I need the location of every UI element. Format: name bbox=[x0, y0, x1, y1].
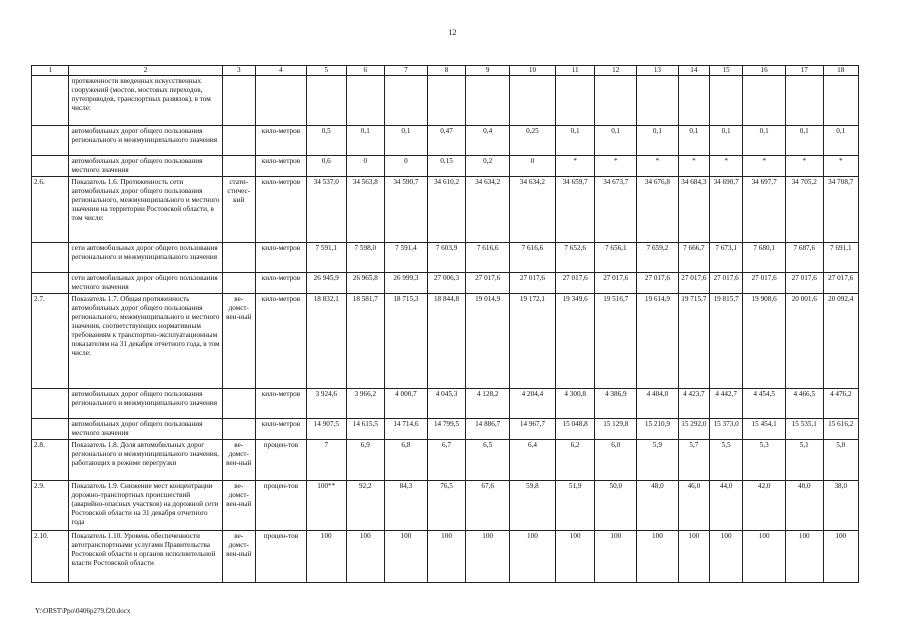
column-header: 4 bbox=[255, 66, 306, 76]
value-cell: 84,3 bbox=[385, 481, 428, 531]
indicator-text: Показатель 1.8. Доля автомобильных дорог регионального и межмуниципального значения, работающих в режиме перегрузки bbox=[69, 440, 222, 481]
value-cell: 0,4 bbox=[466, 126, 510, 156]
value-cell: 4 466,5 bbox=[786, 389, 823, 419]
value-cell: 4 454,5 bbox=[743, 389, 786, 419]
value-cell: 34 697,7 bbox=[743, 177, 786, 243]
table-row bbox=[32, 76, 859, 126]
value-cell: 7 659,2 bbox=[637, 243, 679, 273]
value-cell: 14 886,7 bbox=[466, 419, 510, 440]
value-cell: 100 bbox=[595, 531, 637, 583]
value-cell: 34 676,8 bbox=[637, 177, 679, 243]
value-cell: 0,47 bbox=[427, 126, 466, 156]
value-cell: 0,1 bbox=[637, 126, 679, 156]
value-cell: 46,0 bbox=[678, 481, 709, 531]
value-cell: 19 715,7 bbox=[678, 294, 709, 389]
value-cell: 0,1 bbox=[595, 126, 637, 156]
column-header: 7 bbox=[385, 66, 428, 76]
unit: процен-тов bbox=[255, 481, 306, 531]
unit: кило-метров bbox=[255, 177, 306, 243]
value-cell: 34 563,8 bbox=[346, 177, 385, 243]
source-type: стати-стичес-кий bbox=[222, 177, 255, 243]
source-type bbox=[222, 126, 255, 156]
indicator-text: автомобильных дорог общего пользования регионального и межмуниципального значения bbox=[69, 126, 222, 156]
row-number: 2.6. bbox=[32, 177, 69, 243]
value-cell: 6,9 bbox=[346, 440, 385, 481]
column-header: 11 bbox=[555, 66, 595, 76]
value-cell: 6,7 bbox=[427, 440, 466, 481]
document-path: Y:\ORST\Ppo\0406p279.f20.docx bbox=[35, 607, 131, 615]
value-cell: 0,2 bbox=[466, 156, 510, 177]
value-cell: 50,0 bbox=[595, 481, 637, 531]
value-cell: 7 591,1 bbox=[306, 243, 346, 273]
value-cell: 4 386,9 bbox=[595, 389, 637, 419]
value-cell: 14 714,6 bbox=[385, 419, 428, 440]
value-cell bbox=[743, 76, 786, 126]
value-cell: 14 799,5 bbox=[427, 419, 466, 440]
value-cell: 14 967,7 bbox=[510, 419, 556, 440]
table-row bbox=[32, 177, 859, 243]
value-cell: 26 945,9 bbox=[306, 273, 346, 294]
source-type bbox=[222, 389, 255, 419]
value-cell: 20 092,4 bbox=[823, 294, 859, 389]
value-cell: 26 965,8 bbox=[346, 273, 385, 294]
value-cell: 100 bbox=[743, 531, 786, 583]
value-cell: * bbox=[709, 156, 742, 177]
value-cell: 7 656,1 bbox=[595, 243, 637, 273]
value-cell: 0,6 bbox=[306, 156, 346, 177]
value-cell: 15 129,8 bbox=[595, 419, 637, 440]
value-cell: 4 300,8 bbox=[555, 389, 595, 419]
value-cell: 4 045,3 bbox=[427, 389, 466, 419]
column-header: 14 bbox=[678, 66, 709, 76]
column-header: 9 bbox=[466, 66, 510, 76]
value-cell: 5,0 bbox=[823, 440, 859, 481]
value-cell: 4 476,2 bbox=[823, 389, 859, 419]
value-cell: 92,2 bbox=[346, 481, 385, 531]
column-header: 2 bbox=[69, 66, 222, 76]
value-cell bbox=[786, 76, 823, 126]
indicator-text: автомобильных дорог общего пользования местного значения bbox=[69, 419, 222, 440]
value-cell bbox=[555, 76, 595, 126]
value-cell: 7 591,4 bbox=[385, 243, 428, 273]
value-cell: 6,8 bbox=[385, 440, 428, 481]
value-cell: 34 708,7 bbox=[823, 177, 859, 243]
row-number: 2.7. bbox=[32, 294, 69, 389]
value-cell: 0 bbox=[510, 156, 556, 177]
value-cell: 7 603,9 bbox=[427, 243, 466, 273]
value-cell bbox=[637, 76, 679, 126]
value-cell: 34 673,7 bbox=[595, 177, 637, 243]
row-number bbox=[32, 273, 69, 294]
value-cell: 5,1 bbox=[786, 440, 823, 481]
value-cell: 15 535,1 bbox=[786, 419, 823, 440]
value-cell: 4 442,7 bbox=[709, 389, 742, 419]
value-cell: 27 006,3 bbox=[427, 273, 466, 294]
value-cell: 100** bbox=[306, 481, 346, 531]
value-cell: 42,0 bbox=[743, 481, 786, 531]
value-cell: 27 017,6 bbox=[786, 273, 823, 294]
column-header: 17 bbox=[786, 66, 823, 76]
value-cell: 0,25 bbox=[510, 126, 556, 156]
value-cell: 7 673,1 bbox=[709, 243, 742, 273]
value-cell: 15 454,1 bbox=[743, 419, 786, 440]
unit: кило-метров bbox=[255, 126, 306, 156]
value-cell bbox=[346, 76, 385, 126]
column-header: 8 bbox=[427, 66, 466, 76]
value-cell: 100 bbox=[510, 531, 556, 583]
row-number bbox=[32, 419, 69, 440]
value-cell: 0,1 bbox=[786, 126, 823, 156]
column-header: 18 bbox=[823, 66, 859, 76]
value-cell: 15 616,2 bbox=[823, 419, 859, 440]
value-cell: 6,0 bbox=[595, 440, 637, 481]
value-cell: 7 652,6 bbox=[555, 243, 595, 273]
indicator-text: протяженности введенных искусственных сооружений (мостов, мостовых переходов, путепроводов, транспортных развязок), в том числе: bbox=[69, 76, 222, 126]
value-cell: 34 705,2 bbox=[786, 177, 823, 243]
unit: кило-метров bbox=[255, 243, 306, 273]
unit: кило-метров bbox=[255, 156, 306, 177]
source-type bbox=[222, 156, 255, 177]
value-cell: 100 bbox=[823, 531, 859, 583]
value-cell: 7 616,6 bbox=[466, 243, 510, 273]
value-cell bbox=[385, 76, 428, 126]
value-cell: 6,2 bbox=[555, 440, 595, 481]
value-cell: 34 610,2 bbox=[427, 177, 466, 243]
value-cell: 34 634,2 bbox=[510, 177, 556, 243]
row-number: 2.8. bbox=[32, 440, 69, 481]
header-row bbox=[32, 66, 859, 76]
value-cell: 100 bbox=[306, 531, 346, 583]
indicator-text: сети автомобильных дорог общего пользования регионального и межмуниципального значения bbox=[69, 243, 222, 273]
value-cell: * bbox=[595, 156, 637, 177]
table-row bbox=[32, 273, 859, 294]
unit: кило-метров bbox=[255, 419, 306, 440]
value-cell: * bbox=[823, 156, 859, 177]
value-cell: 7 616,6 bbox=[510, 243, 556, 273]
value-cell: 0,1 bbox=[555, 126, 595, 156]
value-cell: 7 680,1 bbox=[743, 243, 786, 273]
value-cell bbox=[466, 76, 510, 126]
value-cell: * bbox=[678, 156, 709, 177]
value-cell: 0,1 bbox=[709, 126, 742, 156]
value-cell: 59,8 bbox=[510, 481, 556, 531]
value-cell: 34 537,0 bbox=[306, 177, 346, 243]
value-cell bbox=[306, 76, 346, 126]
source-type bbox=[222, 76, 255, 126]
value-cell: 7 666,7 bbox=[678, 243, 709, 273]
unit: процен-тов bbox=[255, 531, 306, 583]
value-cell: 15 373,0 bbox=[709, 419, 742, 440]
value-cell: * bbox=[555, 156, 595, 177]
value-cell: 100 bbox=[427, 531, 466, 583]
value-cell: * bbox=[786, 156, 823, 177]
page-number: 12 bbox=[448, 28, 457, 37]
value-cell: 27 017,6 bbox=[510, 273, 556, 294]
value-cell: 0 bbox=[385, 156, 428, 177]
source-type: ве-домст-вен-ный bbox=[222, 481, 255, 531]
value-cell: 6,5 bbox=[466, 440, 510, 481]
value-cell: 19 172,1 bbox=[510, 294, 556, 389]
value-cell: 26 999,3 bbox=[385, 273, 428, 294]
source-type bbox=[222, 273, 255, 294]
indicator-text: Показатель 1.7. Общая протяженность автомобильных дорог общего пользования регионального, межмуниципального и местного значения, соответствующих нормативным требованиям к транспортно-эксплуатационным показателям на 31 декабря отчетного года, в том числе: bbox=[69, 294, 222, 389]
row-number bbox=[32, 156, 69, 177]
value-cell bbox=[427, 76, 466, 126]
value-cell: 7 691,1 bbox=[823, 243, 859, 273]
column-header: 16 bbox=[743, 66, 786, 76]
value-cell: 19 614,9 bbox=[637, 294, 679, 389]
value-cell: 27 017,6 bbox=[823, 273, 859, 294]
value-cell: 34 634,2 bbox=[466, 177, 510, 243]
source-type bbox=[222, 243, 255, 273]
value-cell: 27 017,6 bbox=[678, 273, 709, 294]
value-cell: 38,0 bbox=[823, 481, 859, 531]
value-cell: 19 516,7 bbox=[595, 294, 637, 389]
column-header: 12 bbox=[595, 66, 637, 76]
table-row bbox=[32, 419, 859, 440]
value-cell: 27 017,6 bbox=[709, 273, 742, 294]
value-cell: 14 907,5 bbox=[306, 419, 346, 440]
value-cell: 7 bbox=[306, 440, 346, 481]
value-cell: 6,4 bbox=[510, 440, 556, 481]
table-row bbox=[32, 531, 859, 583]
value-cell: 51,9 bbox=[555, 481, 595, 531]
value-cell bbox=[595, 76, 637, 126]
value-cell: 0,1 bbox=[385, 126, 428, 156]
indicator-text: сети автомобильных дорог общего пользования местного значения bbox=[69, 273, 222, 294]
value-cell: 0 bbox=[346, 156, 385, 177]
column-header: 1 bbox=[32, 66, 69, 76]
value-cell: 7 687,6 bbox=[786, 243, 823, 273]
value-cell: 4 204,4 bbox=[510, 389, 556, 419]
column-header: 5 bbox=[306, 66, 346, 76]
value-cell: 19 349,6 bbox=[555, 294, 595, 389]
value-cell: 27 017,6 bbox=[466, 273, 510, 294]
value-cell: 27 017,6 bbox=[595, 273, 637, 294]
table-row bbox=[32, 126, 859, 156]
unit: кило-метров bbox=[255, 294, 306, 389]
value-cell: 0,15 bbox=[427, 156, 466, 177]
indicators-table bbox=[31, 65, 859, 583]
value-cell: 40,0 bbox=[786, 481, 823, 531]
value-cell: 34 690,7 bbox=[709, 177, 742, 243]
value-cell: 5,5 bbox=[709, 440, 742, 481]
value-cell: 15 048,8 bbox=[555, 419, 595, 440]
unit: кило-метров bbox=[255, 389, 306, 419]
value-cell: 27 017,6 bbox=[637, 273, 679, 294]
unit: кило-метров bbox=[255, 273, 306, 294]
row-number bbox=[32, 389, 69, 419]
value-cell: 18 581,7 bbox=[346, 294, 385, 389]
value-cell bbox=[678, 76, 709, 126]
source-type: ве-домст-вен-ный bbox=[222, 294, 255, 389]
value-cell: 4 404,0 bbox=[637, 389, 679, 419]
value-cell: 5,9 bbox=[637, 440, 679, 481]
value-cell: * bbox=[637, 156, 679, 177]
table-row bbox=[32, 389, 859, 419]
value-cell: 27 017,6 bbox=[555, 273, 595, 294]
unit: процен-тов bbox=[255, 440, 306, 481]
value-cell: 100 bbox=[637, 531, 679, 583]
unit bbox=[255, 76, 306, 126]
table-row bbox=[32, 440, 859, 481]
indicator-text: Показатель 1.9. Снижение мест концентрации дорожно-транспортных происшествий (аварийно-опасных участков) на дорожной сети Ростовской области на 31 декабря отчетного года bbox=[69, 481, 222, 531]
value-cell: 4 423,7 bbox=[678, 389, 709, 419]
column-header: 3 bbox=[222, 66, 255, 76]
value-cell: 0,1 bbox=[743, 126, 786, 156]
value-cell: 3 966,2 bbox=[346, 389, 385, 419]
row-number bbox=[32, 126, 69, 156]
value-cell: 14 615,5 bbox=[346, 419, 385, 440]
indicator-text: Показатель 1.10. Уровень обеспеченности автотранспортными услугами Правительства Ростовской области и органов исполнительной власти Ростовской области bbox=[69, 531, 222, 583]
value-cell: * bbox=[743, 156, 786, 177]
value-cell: 100 bbox=[555, 531, 595, 583]
value-cell: 27 017,6 bbox=[743, 273, 786, 294]
value-cell bbox=[709, 76, 742, 126]
indicator-text: автомобильных дорог общего пользования местного значения bbox=[69, 156, 222, 177]
value-cell: 34 659,7 bbox=[555, 177, 595, 243]
value-cell: 34 590,7 bbox=[385, 177, 428, 243]
value-cell: 48,0 bbox=[637, 481, 679, 531]
value-cell: 100 bbox=[786, 531, 823, 583]
value-cell: 4 000,7 bbox=[385, 389, 428, 419]
column-header: 10 bbox=[510, 66, 556, 76]
value-cell: 20 001,6 bbox=[786, 294, 823, 389]
column-header: 6 bbox=[346, 66, 385, 76]
value-cell: 19 014,9 bbox=[466, 294, 510, 389]
value-cell: 100 bbox=[678, 531, 709, 583]
table-row bbox=[32, 481, 859, 531]
value-cell: 18 715,3 bbox=[385, 294, 428, 389]
column-header: 13 bbox=[637, 66, 679, 76]
row-number bbox=[32, 243, 69, 273]
value-cell: 34 684,3 bbox=[678, 177, 709, 243]
value-cell: 44,0 bbox=[709, 481, 742, 531]
value-cell: 5,7 bbox=[678, 440, 709, 481]
value-cell: 18 844,8 bbox=[427, 294, 466, 389]
column-header: 15 bbox=[709, 66, 742, 76]
table-row bbox=[32, 294, 859, 389]
value-cell: 67,6 bbox=[466, 481, 510, 531]
value-cell: 0,1 bbox=[823, 126, 859, 156]
value-cell: 0,5 bbox=[306, 126, 346, 156]
value-cell: 100 bbox=[709, 531, 742, 583]
table-row bbox=[32, 156, 859, 177]
value-cell: 100 bbox=[346, 531, 385, 583]
indicator-text: Показатель 1.6. Протяженность сети автомобильных дорог общего пользования регионального, межмуниципального и местного значения на территории Ростовской области, в том числе: bbox=[69, 177, 222, 243]
value-cell: 19 815,7 bbox=[709, 294, 742, 389]
source-type: ве-домст-вен-ный bbox=[222, 440, 255, 481]
value-cell: 3 924,6 bbox=[306, 389, 346, 419]
value-cell bbox=[510, 76, 556, 126]
source-type bbox=[222, 419, 255, 440]
row-number: 2.10. bbox=[32, 531, 69, 583]
value-cell: 76,5 bbox=[427, 481, 466, 531]
value-cell: 7 598,0 bbox=[346, 243, 385, 273]
value-cell: 15 292,0 bbox=[678, 419, 709, 440]
source-type: ве-домст-вен-ный bbox=[222, 531, 255, 583]
value-cell: 0,1 bbox=[678, 126, 709, 156]
row-number: 2.9. bbox=[32, 481, 69, 531]
value-cell: 15 210,9 bbox=[637, 419, 679, 440]
value-cell: 5,3 bbox=[743, 440, 786, 481]
value-cell: 18 832,1 bbox=[306, 294, 346, 389]
value-cell: 19 908,6 bbox=[743, 294, 786, 389]
value-cell: 100 bbox=[385, 531, 428, 583]
value-cell bbox=[823, 76, 859, 126]
value-cell: 4 128,2 bbox=[466, 389, 510, 419]
indicator-text: автомобильных дорог общего пользования регионального и межмуниципального значения bbox=[69, 389, 222, 419]
value-cell: 0,1 bbox=[346, 126, 385, 156]
value-cell: 100 bbox=[466, 531, 510, 583]
row-number bbox=[32, 76, 69, 126]
table-row bbox=[32, 243, 859, 273]
